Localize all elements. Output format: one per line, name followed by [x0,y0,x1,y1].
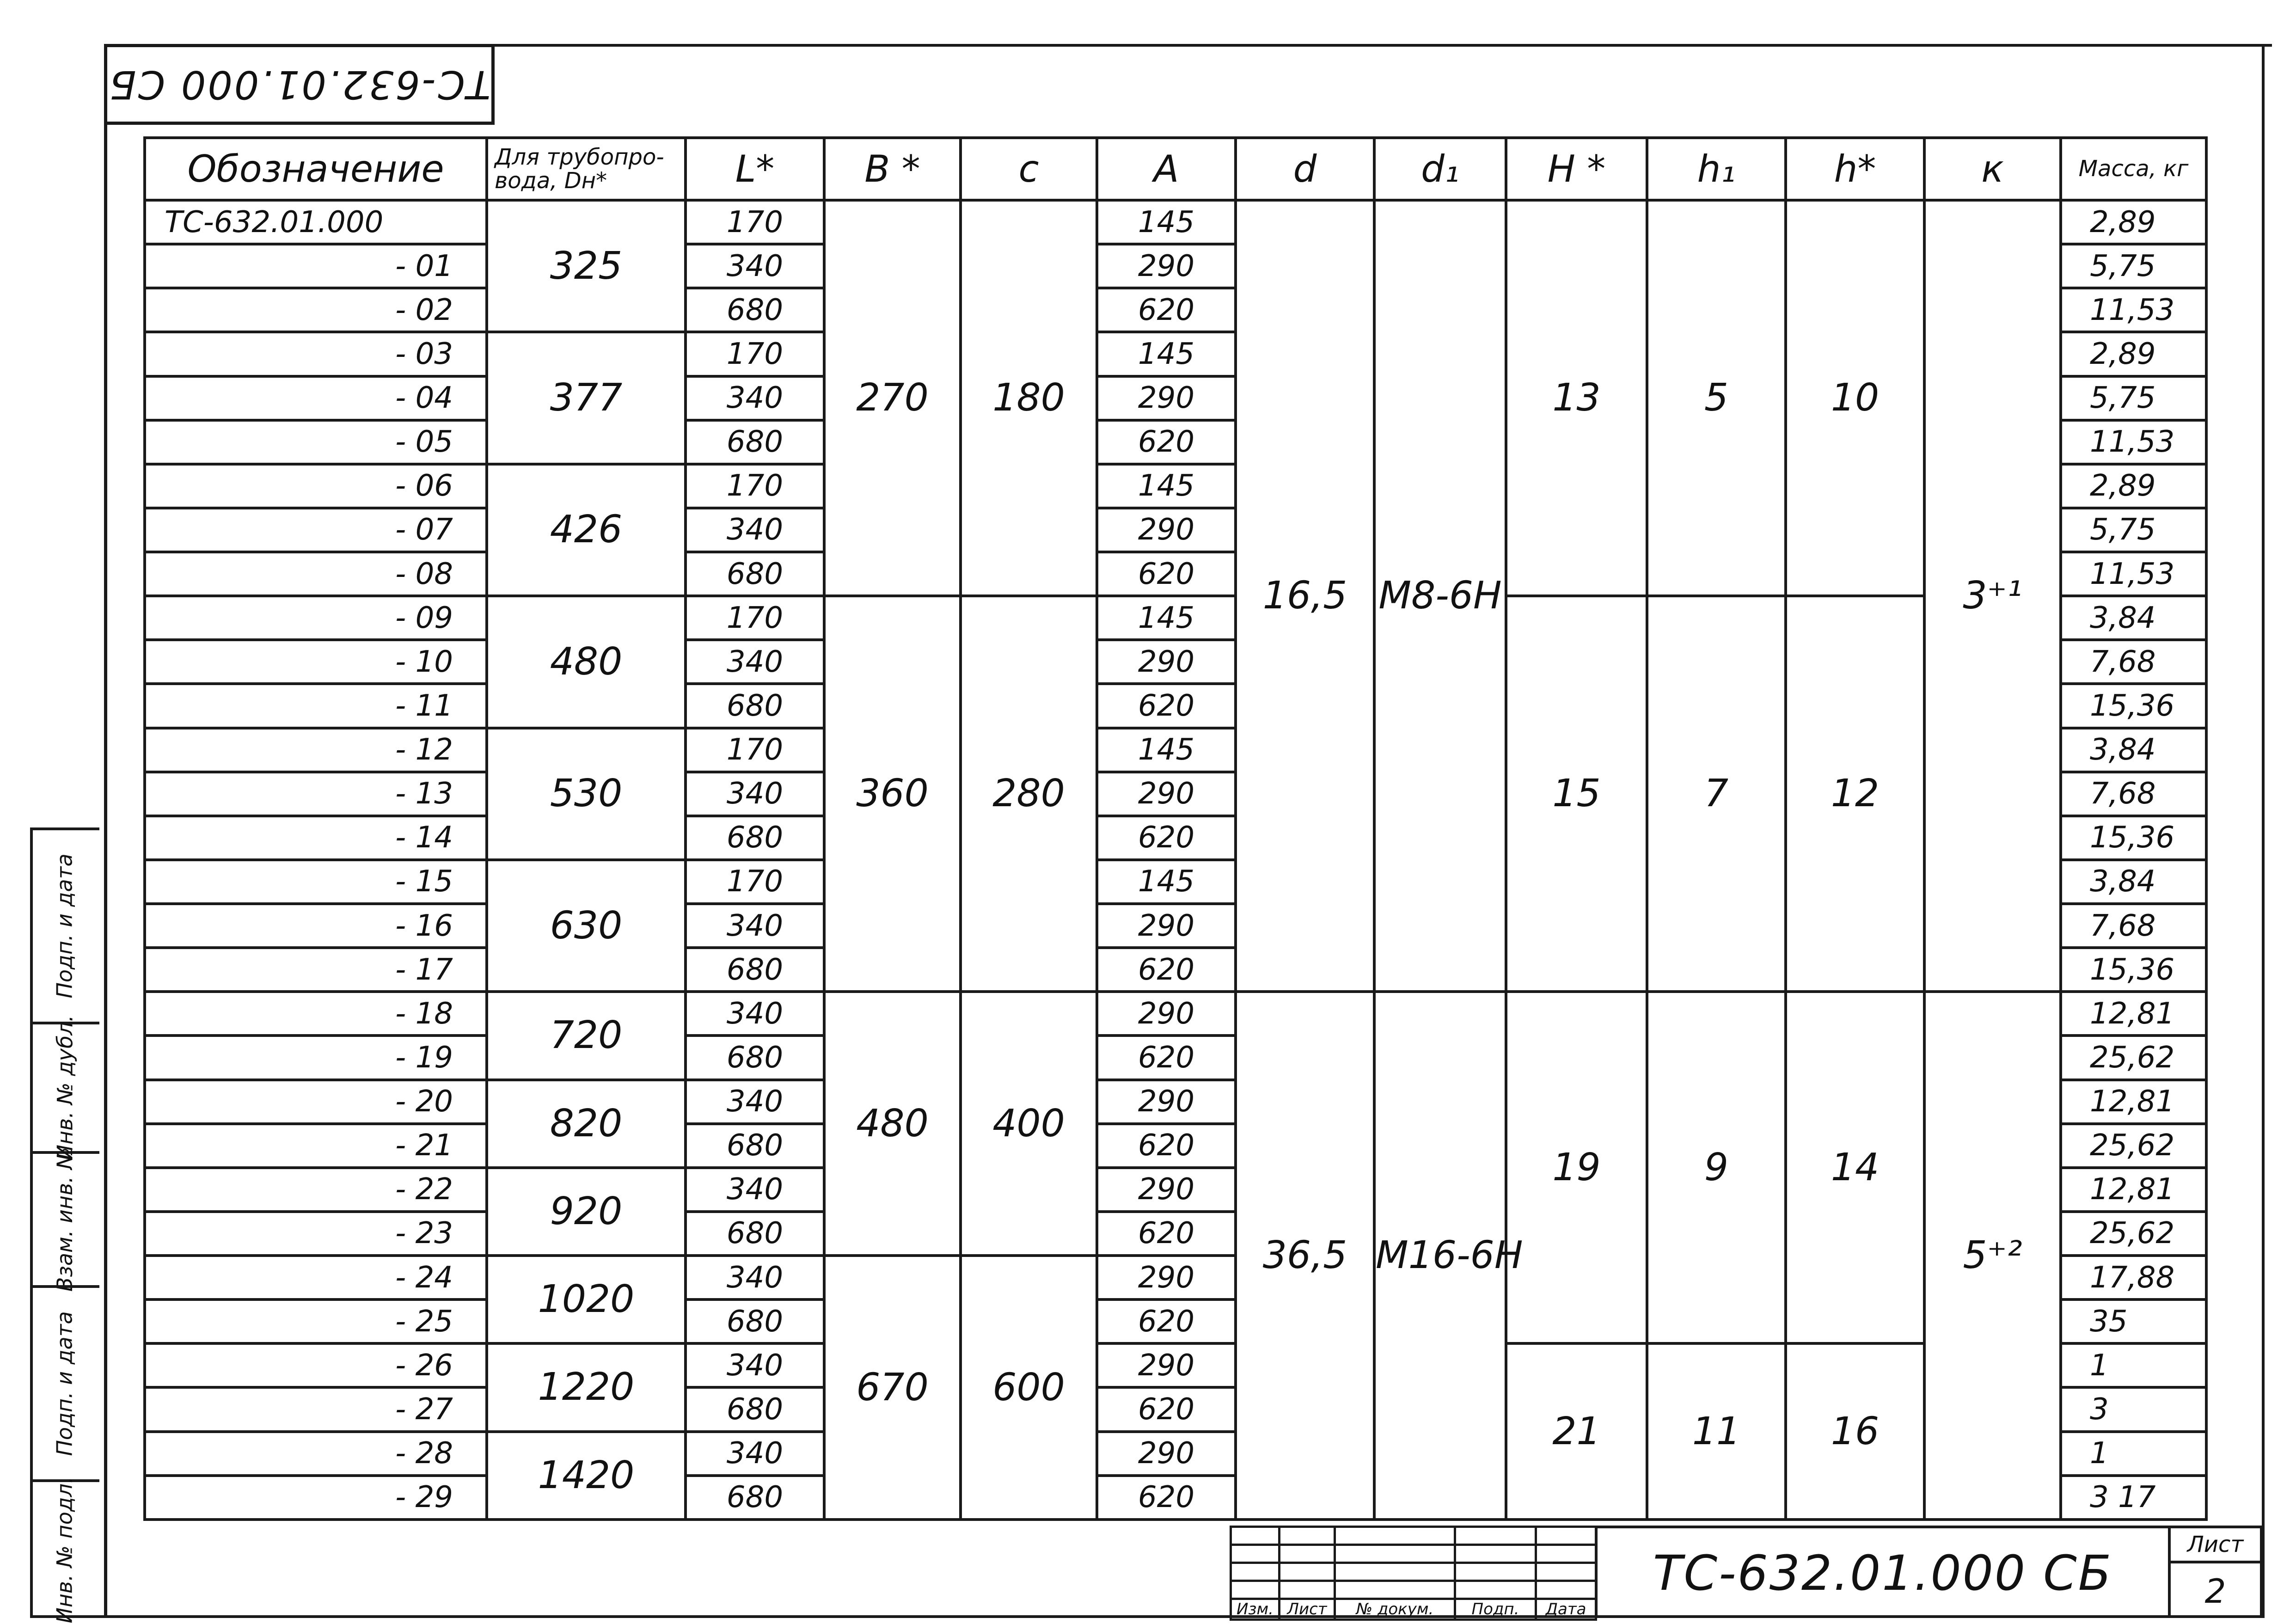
side-cell-vzam-inv [30,1147,99,1292]
sheet-label: Лист [2171,1528,2260,1563]
A-cell: 620 [1097,552,1236,596]
col-header-B: B * [824,138,961,200]
H-cell: 19 [1506,992,1647,1343]
d1-cell: М16-6Н [1374,992,1506,1520]
mass-cell: 1 [2061,1343,2206,1387]
designation-cell: - 13 [145,772,487,816]
L-cell: 680 [686,1036,824,1079]
B-cell: 360 [824,596,961,992]
mass-cell: 7,68 [2061,640,2206,684]
L-cell: 170 [686,728,824,772]
L-cell: 340 [686,1343,824,1387]
B-cell: 270 [824,200,961,596]
designation-cell: - 07 [145,508,487,552]
designation-cell: - 24 [145,1256,487,1299]
mass-cell: 5,75 [2061,376,2206,420]
designation-cell: - 02 [145,288,487,332]
k-cell: 5⁺² [1924,992,2061,1520]
tb-col-list: Лист [1280,1599,1335,1620]
h-cell: 10 [1786,200,1924,596]
H-cell: 21 [1506,1343,1647,1520]
col-header-A: A [1097,138,1236,200]
frame-left-line [104,44,107,1618]
designation-cell: - 15 [145,860,487,904]
sheet-box [2168,1526,2263,1618]
spec-table [143,136,2208,1521]
designation-cell: - 14 [145,816,487,860]
dn-cell: 325 [487,200,686,332]
designation-cell: - 29 [145,1476,487,1520]
mass-cell: 11,53 [2061,552,2206,596]
mass-cell: 3,84 [2061,860,2206,904]
A-cell: 145 [1097,728,1236,772]
L-cell: 340 [686,376,824,420]
L-cell: 680 [686,288,824,332]
dn-cell: 720 [487,992,686,1079]
dn-cell: 377 [487,332,686,464]
col-header-designation: Обозначение [145,138,487,200]
side-label-vzam-inv: Взам. инв. № [52,1147,78,1292]
title-block [1230,1526,2263,1618]
H-cell: 13 [1506,200,1647,596]
side-label-podp-data-1: Подп. и дата [52,853,78,999]
A-cell: 620 [1097,1036,1236,1079]
L-cell: 170 [686,860,824,904]
col-header-h: h* [1786,138,1924,200]
h-cell: 16 [1786,1343,1924,1520]
designation-cell: - 10 [145,640,487,684]
A-cell: 145 [1097,332,1236,376]
d-cell: 36,5 [1236,992,1374,1520]
L-cell: 340 [686,508,824,552]
designation-cell: - 09 [145,596,487,640]
dn-cell: 1420 [487,1432,686,1520]
L-cell: 680 [686,948,824,992]
d1-cell: М8-6Н [1374,200,1506,992]
L-cell: 680 [686,816,824,860]
L-cell: 680 [686,1124,824,1168]
L-cell: 680 [686,1299,824,1343]
col-header-d1: d₁ [1374,138,1506,200]
dn-cell: 1020 [487,1256,686,1343]
tb-col-data: Дата [1536,1599,1596,1620]
A-cell: 620 [1097,948,1236,992]
mass-cell: 17,88 [2061,1256,2206,1299]
mass-cell: 25,62 [2061,1036,2206,1079]
A-cell: 145 [1097,464,1236,508]
document-code: ТС-632.01.000 СБ [1595,1526,2168,1618]
L-cell: 170 [686,332,824,376]
side-stamp-strip [30,827,99,1624]
L-cell: 680 [686,1212,824,1256]
c-cell: 600 [961,1256,1097,1520]
sheet-number: 2 [2204,1572,2226,1611]
mass-cell: 15,36 [2061,948,2206,992]
h1-cell: 7 [1647,596,1786,992]
d-cell: 16,5 [1236,200,1374,992]
mass-cell: 1 [2061,1432,2206,1476]
designation-cell: ТС-632.01.000 [145,200,487,244]
revision-grid [1230,1526,1597,1621]
tb-col-podp: Подп. [1455,1599,1536,1620]
L-cell: 340 [686,640,824,684]
A-cell: 145 [1097,860,1236,904]
designation-cell: - 23 [145,1212,487,1256]
table-row [145,1343,2206,1387]
mass-cell: 3 [2061,1387,2206,1431]
mass-cell: 7,68 [2061,772,2206,816]
dn-cell: 1220 [487,1343,686,1431]
designation-cell: - 04 [145,376,487,420]
mass-cell: 2,89 [2061,200,2206,244]
table-row [145,992,2206,1036]
A-cell: 290 [1097,1256,1236,1299]
mass-cell: 7,68 [2061,904,2206,948]
L-cell: 680 [686,684,824,728]
frame-right-line [2262,44,2265,1618]
A-cell: 290 [1097,1168,1236,1212]
designation-cell: - 05 [145,420,487,464]
L-cell: 170 [686,200,824,244]
A-cell: 290 [1097,640,1236,684]
col-header-k: к [1924,138,2061,200]
L-cell: 340 [686,772,824,816]
A-cell: 620 [1097,684,1236,728]
mass-cell: 3,84 [2061,596,2206,640]
L-cell: 680 [686,1476,824,1520]
mass-cell: 11,53 [2061,288,2206,332]
B-cell: 670 [824,1256,961,1520]
side-label-inv-dubl: Инв. № дубл. [52,1015,78,1161]
h1-cell: 11 [1647,1343,1786,1520]
designation-cell: - 11 [145,684,487,728]
mass-cell: 5,75 [2061,244,2206,288]
L-cell: 680 [686,1387,824,1431]
mass-cell: 12,81 [2061,992,2206,1036]
A-cell: 620 [1097,1387,1236,1431]
dn-cell: 530 [487,728,686,860]
mass-cell: 35 [2061,1299,2206,1343]
c-cell: 400 [961,992,1097,1256]
designation-cell: - 22 [145,1168,487,1212]
designation-cell: - 12 [145,728,487,772]
col-header-c: c [961,138,1097,200]
mass-cell: 2,89 [2061,464,2206,508]
A-cell: 620 [1097,1299,1236,1343]
L-cell: 340 [686,1432,824,1476]
mass-cell: 12,81 [2061,1080,2206,1124]
A-cell: 290 [1097,376,1236,420]
L-cell: 170 [686,596,824,640]
H-cell: 15 [1506,596,1647,992]
side-cell-podp-data-1 [30,827,99,1022]
L-cell: 340 [686,1256,824,1299]
A-cell: 145 [1097,200,1236,244]
mass-cell: 25,62 [2061,1124,2206,1168]
designation-cell: - 21 [145,1124,487,1168]
designation-cell: - 16 [145,904,487,948]
dn-cell: 630 [487,860,686,992]
col-header-mass: Масса, кг [2061,138,2206,200]
mass-cell: 11,53 [2061,420,2206,464]
k-cell: 3⁺¹ [1924,200,2061,992]
L-cell: 340 [686,1080,824,1124]
mass-cell: 15,36 [2061,684,2206,728]
designation-cell: - 03 [145,332,487,376]
side-cell-podp-data-2 [30,1285,99,1479]
A-cell: 290 [1097,508,1236,552]
A-cell: 620 [1097,1212,1236,1256]
A-cell: 290 [1097,1080,1236,1124]
table-row [145,596,2206,640]
designation-cell: - 19 [145,1036,487,1079]
col-header-H: H * [1506,138,1647,200]
A-cell: 290 [1097,904,1236,948]
h-cell: 14 [1786,992,1924,1343]
A-cell: 620 [1097,1476,1236,1520]
h-cell: 12 [1786,596,1924,992]
mass-cell: 25,62 [2061,1212,2206,1256]
c-cell: 280 [961,596,1097,992]
designation-cell: - 28 [145,1432,487,1476]
side-cell-inv-podl [30,1477,99,1624]
L-cell: 680 [686,420,824,464]
designation-cell: - 26 [145,1343,487,1387]
mass-cell: 2,89 [2061,332,2206,376]
designation-cell: - 20 [145,1080,487,1124]
designation-cell: - 18 [145,992,487,1036]
col-header-pipeline: Для трубопро-вода, Dн* [487,138,686,200]
A-cell: 290 [1097,1432,1236,1476]
top-code-text: ТС-632.01.000 СБ [108,61,491,107]
mass-cell: 12,81 [2061,1168,2206,1212]
mass-cell: 3 17 [2061,1476,2206,1520]
A-cell: 620 [1097,816,1236,860]
A-cell: 620 [1097,1124,1236,1168]
A-cell: 290 [1097,772,1236,816]
L-cell: 340 [686,992,824,1036]
table-row [145,200,2206,244]
h1-cell: 9 [1647,992,1786,1343]
L-cell: 170 [686,464,824,508]
A-cell: 620 [1097,288,1236,332]
designation-cell: - 08 [145,552,487,596]
tb-col-izm: Изм. [1231,1599,1280,1620]
c-cell: 180 [961,200,1097,596]
dn-cell: 480 [487,596,686,728]
designation-cell: - 01 [145,244,487,288]
designation-cell: - 27 [145,1387,487,1431]
side-label-inv-podl: Инв. № подл. [52,1477,78,1624]
B-cell: 480 [824,992,961,1256]
tb-col-dokum: № докум. [1335,1599,1455,1620]
dn-cell: 920 [487,1168,686,1256]
L-cell: 340 [686,904,824,948]
designation-cell: - 06 [145,464,487,508]
A-cell: 620 [1097,420,1236,464]
A-cell: 145 [1097,596,1236,640]
mass-cell: 15,36 [2061,816,2206,860]
h1-cell: 5 [1647,200,1786,596]
top-code-stamp [104,44,495,125]
A-cell: 290 [1097,992,1236,1036]
mass-cell: 3,84 [2061,728,2206,772]
L-cell: 680 [686,552,824,596]
col-header-L: L* [686,138,824,200]
dn-cell: 820 [487,1080,686,1168]
L-cell: 340 [686,1168,824,1212]
side-label-podp-data-2: Подп. и дата [52,1311,78,1456]
A-cell: 290 [1097,244,1236,288]
col-header-h1: h₁ [1647,138,1786,200]
A-cell: 290 [1097,1343,1236,1387]
header-row [145,138,2206,200]
mass-cell: 5,75 [2061,508,2206,552]
side-cell-inv-dubl [30,1015,99,1161]
designation-cell: - 17 [145,948,487,992]
dn-cell: 426 [487,464,686,596]
designation-cell: - 25 [145,1299,487,1343]
col-header-d: d [1236,138,1374,200]
L-cell: 340 [686,244,824,288]
